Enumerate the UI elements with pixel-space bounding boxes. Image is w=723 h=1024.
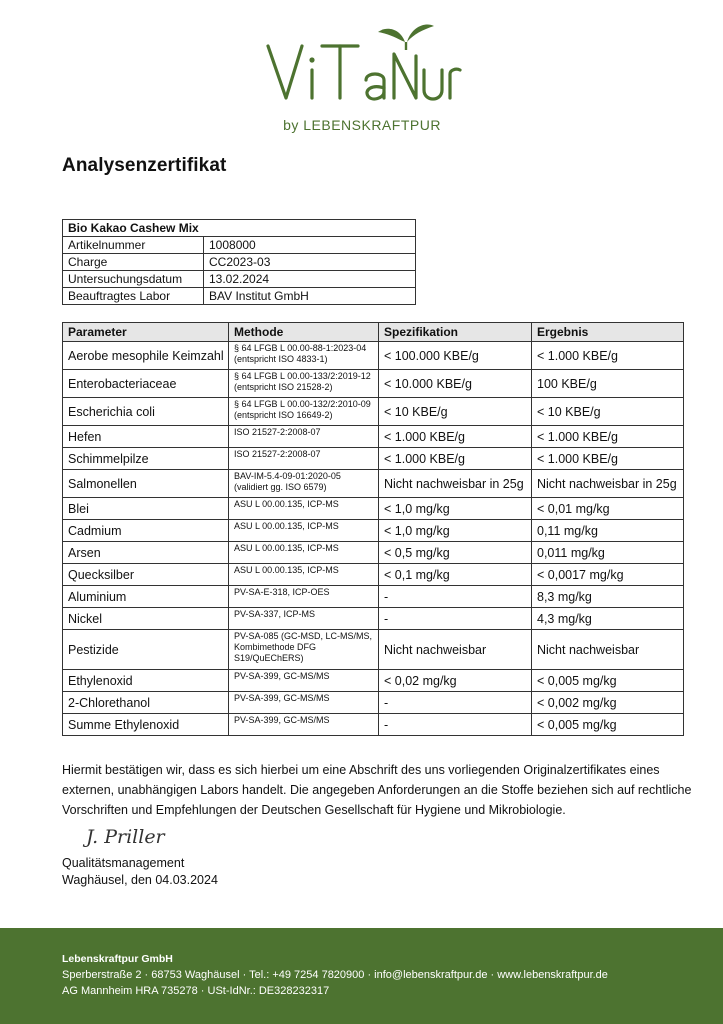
spec-cell: < 1.000 KBE/g <box>379 448 532 470</box>
method-cell: PV-SA-399, GC-MS/MS <box>229 692 379 714</box>
spec-cell: < 1.000 KBE/g <box>379 426 532 448</box>
result-cell: 8,3 mg/kg <box>532 586 684 608</box>
spec-cell: < 1,0 mg/kg <box>379 520 532 542</box>
result-cell: < 1.000 KBE/g <box>532 448 684 470</box>
info-row-date <box>63 271 416 288</box>
spec-cell: < 0,5 mg/kg <box>379 542 532 564</box>
parameter-cell: Blei <box>63 498 229 520</box>
spec-cell: - <box>379 586 532 608</box>
table-row <box>63 542 684 564</box>
result-cell: < 0,0017 mg/kg <box>532 564 684 586</box>
parameter-cell: Quecksilber <box>63 564 229 586</box>
result-cell: < 10 KBE/g <box>532 398 684 426</box>
signer-department: Qualitätsmanagement <box>62 856 185 870</box>
parameter-cell: Aluminium <box>63 586 229 608</box>
method-cell: § 64 LFGB L 00.00-88-1:2023-04 (entspricht ISO 4833-1) <box>229 342 379 370</box>
table-row <box>63 714 684 736</box>
table-row <box>63 670 684 692</box>
spec-cell: < 10.000 KBE/g <box>379 370 532 398</box>
result-cell: 100 KBE/g <box>532 370 684 398</box>
column-header-parameter: Parameter <box>63 323 229 342</box>
vitanur-logo-icon <box>262 14 462 138</box>
column-header-specification: Spezifikation <box>379 323 532 342</box>
logo-tagline: by LEBENSKRAFTPUR <box>282 117 441 133</box>
signer-place-date: Waghäusel, den 04.03.2024 <box>62 873 218 887</box>
spec-cell: < 10 KBE/g <box>379 398 532 426</box>
confirmation-statement: Hiermit bestätigen wir, dass es sich hierbei um eine Abschrift des uns vorliegenden Originalzertifikates eines externen, unabhängigen Labors handelt. Die angegeben Anforderungen an die Stoffe beziehen sich auf rechtliche Vorschriften und Empfehlungen der Deutschen Gesellschaft für Hygiene und Mikrobiologie. <box>62 763 692 817</box>
page-title: Analysenzertifikat <box>62 155 227 176</box>
table-row <box>63 520 684 542</box>
result-cell: < 0,005 mg/kg <box>532 670 684 692</box>
table-row <box>63 448 684 470</box>
info-label: Beauftragtes Labor <box>63 288 204 305</box>
analysis-header-row <box>63 323 684 342</box>
parameter-cell: Summe Ethylenoxid <box>63 714 229 736</box>
parameter-cell: Aerobe mesophile Keimzahl <box>63 342 229 370</box>
parameter-cell: Nickel <box>63 608 229 630</box>
parameter-cell: Enterobacteriaceae <box>63 370 229 398</box>
result-cell: 0,11 mg/kg <box>532 520 684 542</box>
parameter-cell: Salmonellen <box>63 470 229 498</box>
info-row-lab <box>63 288 416 305</box>
info-label: Charge <box>63 254 204 271</box>
spec-cell: < 0,1 mg/kg <box>379 564 532 586</box>
signer-block <box>62 855 218 889</box>
info-value: BAV Institut GmbH <box>204 288 416 305</box>
column-header-method: Methode <box>229 323 379 342</box>
spec-cell: < 0,02 mg/kg <box>379 670 532 692</box>
table-row <box>63 342 684 370</box>
table-row <box>63 426 684 448</box>
column-header-result: Ergebnis <box>532 323 684 342</box>
result-cell: < 1.000 KBE/g <box>532 342 684 370</box>
spec-cell: Nicht nachweisbar <box>379 630 532 670</box>
table-row <box>63 498 684 520</box>
analysis-table <box>62 322 684 736</box>
table-row <box>63 630 684 670</box>
parameter-cell: Ethylenoxid <box>63 670 229 692</box>
product-info-table <box>62 219 416 305</box>
method-cell: ASU L 00.00.135, ICP-MS <box>229 564 379 586</box>
result-cell: < 0,01 mg/kg <box>532 498 684 520</box>
parameter-cell: Escherichia coli <box>63 398 229 426</box>
method-cell: ASU L 00.00.135, ICP-MS <box>229 520 379 542</box>
product-name: Bio Kakao Cashew Mix <box>63 220 416 237</box>
method-cell: PV-SA-337, ICP-MS <box>229 608 379 630</box>
method-cell: PV-SA-E-318, ICP-OES <box>229 586 379 608</box>
table-row <box>63 370 684 398</box>
method-cell: BAV-IM-5.4-09-01:2020-05 (validiert gg. ISO 6579) <box>229 470 379 498</box>
method-cell: ASU L 00.00.135, ICP-MS <box>229 542 379 564</box>
table-row <box>63 398 684 426</box>
spec-cell: - <box>379 608 532 630</box>
method-cell: PV-SA-399, GC-MS/MS <box>229 670 379 692</box>
info-value: 1008000 <box>204 237 416 254</box>
spec-cell: - <box>379 692 532 714</box>
result-cell: 4,3 mg/kg <box>532 608 684 630</box>
method-cell: § 64 LFGB L 00.00-132/2:2010-09 (entspricht ISO 16649-2) <box>229 398 379 426</box>
info-row-article <box>63 237 416 254</box>
method-cell: PV-SA-085 (GC-MSD, LC-MS/MS, Kombimethode DFG S19/QuEChERS) <box>229 630 379 670</box>
result-cell: Nicht nachweisbar <box>532 630 684 670</box>
footer-address: Sperberstraße 2 · 68753 Waghäusel · Tel.: +49 7254 7820900 · info@lebenskraftpur.de · www.lebenskraftpur.de <box>62 969 608 981</box>
info-row-batch <box>63 254 416 271</box>
parameter-cell: Arsen <box>63 542 229 564</box>
product-name-row <box>63 220 416 237</box>
parameter-cell: Cadmium <box>63 520 229 542</box>
handwritten-signature: J. Priller <box>86 826 165 848</box>
parameter-cell: Pestizide <box>63 630 229 670</box>
spec-cell: < 100.000 KBE/g <box>379 342 532 370</box>
parameter-cell: 2-Chlorethanol <box>63 692 229 714</box>
footer-register: AG Mannheim HRA 735278 · USt-IdNr.: DE328232317 <box>62 985 330 997</box>
info-label: Untersuchungsdatum <box>63 271 204 288</box>
method-cell: ASU L 00.00.135, ICP-MS <box>229 498 379 520</box>
result-cell: < 0,002 mg/kg <box>532 692 684 714</box>
method-cell: § 64 LFGB L 00.00-133/2:2019-12 (entspricht ISO 21528-2) <box>229 370 379 398</box>
spec-cell: < 1,0 mg/kg <box>379 498 532 520</box>
result-cell: Nicht nachweisbar in 25g <box>532 470 684 498</box>
method-cell: ISO 21527-2:2008-07 <box>229 426 379 448</box>
method-cell: ISO 21527-2:2008-07 <box>229 448 379 470</box>
page-footer <box>0 928 723 1024</box>
result-cell: < 1.000 KBE/g <box>532 426 684 448</box>
footer-content <box>62 951 608 999</box>
brand-logo <box>0 14 723 138</box>
table-row <box>63 608 684 630</box>
parameter-cell: Schimmelpilze <box>63 448 229 470</box>
result-cell: 0,011 mg/kg <box>532 542 684 564</box>
result-cell: < 0,005 mg/kg <box>532 714 684 736</box>
spec-cell: - <box>379 714 532 736</box>
table-row <box>63 564 684 586</box>
spec-cell: Nicht nachweisbar in 25g <box>379 470 532 498</box>
info-label: Artikelnummer <box>63 237 204 254</box>
table-row <box>63 692 684 714</box>
table-row <box>63 586 684 608</box>
table-row <box>63 470 684 498</box>
footer-company: Lebenskraftpur GmbH <box>62 953 173 965</box>
parameter-cell: Hefen <box>63 426 229 448</box>
info-value: 13.02.2024 <box>204 271 416 288</box>
method-cell: PV-SA-399, GC-MS/MS <box>229 714 379 736</box>
info-value: CC2023-03 <box>204 254 416 271</box>
